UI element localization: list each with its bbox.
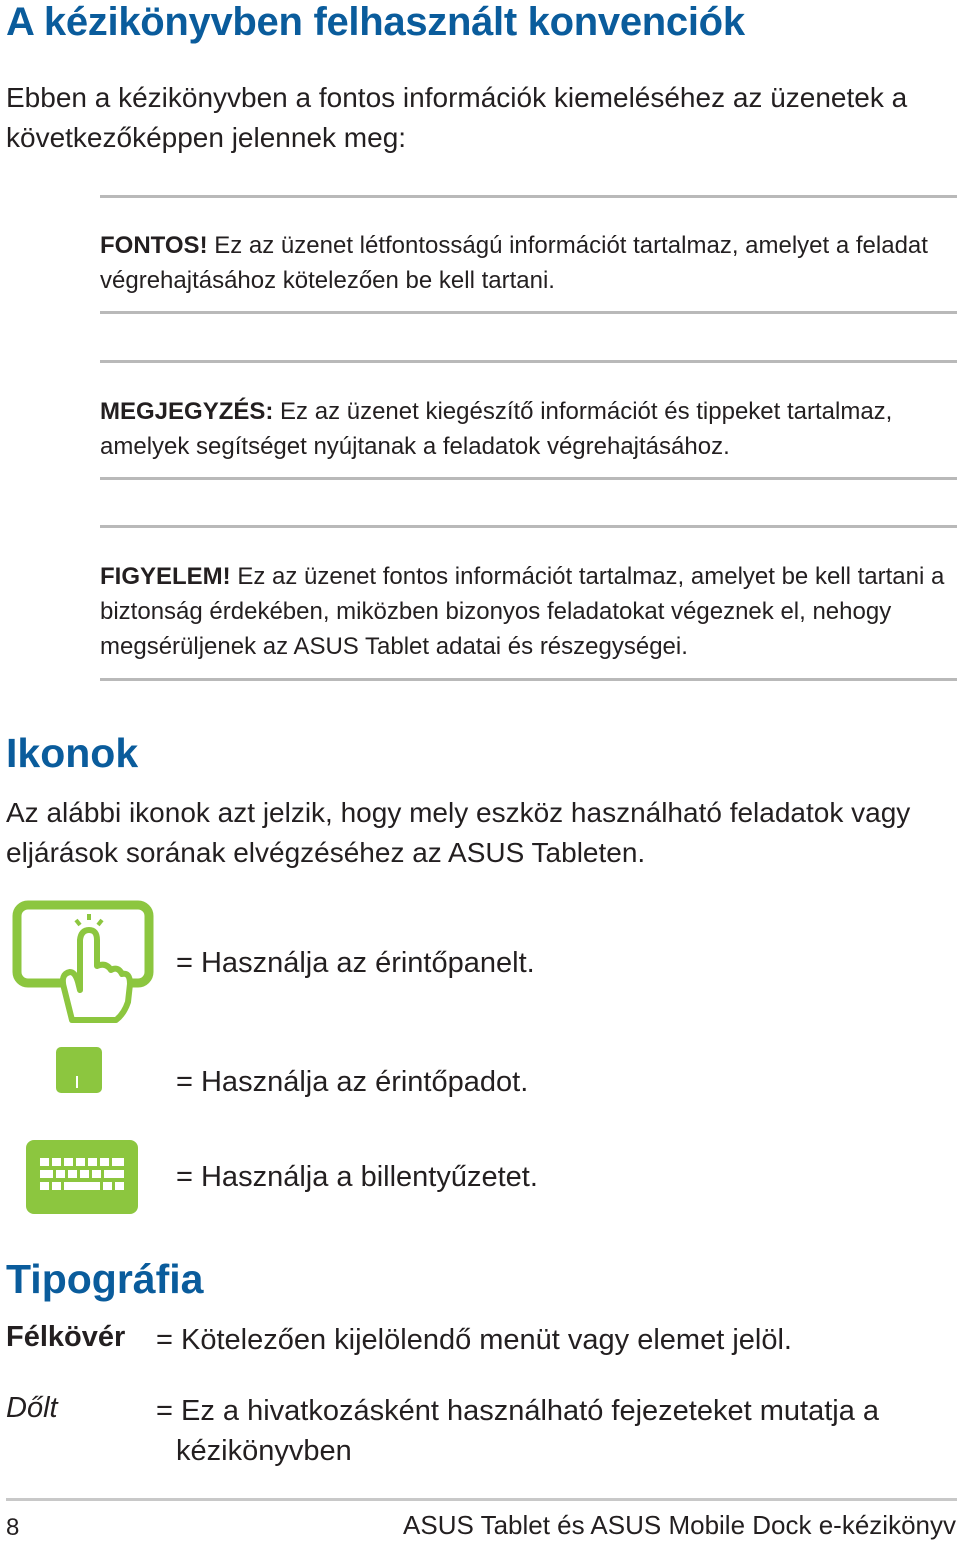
keyboard-icon — [26, 1140, 138, 1214]
note-bottom-rule — [100, 477, 957, 480]
touchpad-label: = Használja az érintőpadot. — [176, 1066, 529, 1098]
note-top-rule — [100, 360, 957, 363]
note-text: Ez az üzenet létfontosságú információt tartalmaz, amelyet a feladat végrehajtásához kötelezően be kell tartani. — [100, 232, 928, 294]
note-remark — [100, 394, 957, 464]
keyboard-label: = Használja a billentyűzetet. — [176, 1161, 538, 1193]
note-warning — [100, 559, 957, 664]
term-italic: Dőlt — [6, 1392, 58, 1424]
icons-heading: Ikonok — [6, 730, 139, 776]
note-bottom-rule — [100, 311, 957, 314]
note-label: MEGJEGYZÉS: — [100, 398, 274, 425]
footer-rule — [6, 1498, 957, 1501]
page-number: 8 — [6, 1514, 20, 1541]
typography-heading: Tipográfia — [6, 1256, 204, 1302]
term-bold: Félkövér — [6, 1321, 126, 1353]
icons-description: Az alábbi ikonok azt jelzik, hogy mely eszköz használható feladatok vagy eljárások sorának elvégzéséhez az ASUS Tableten. — [6, 797, 911, 868]
note-bottom-rule — [100, 678, 957, 681]
note-top-rule — [100, 525, 957, 528]
touch-panel-label: = Használja az érintőpanelt. — [176, 947, 535, 979]
definition-bold: = Kötelezően kijelölendő menüt vagy elemet jelöl. — [156, 1324, 792, 1356]
note-top-rule — [100, 195, 957, 198]
note-text: Ez az üzenet fontos információt tartalmaz, amelyet be kell tartani a biztonság érdekében, miközben bizonyos feladatokat végeznek el, nehogy megsérüljenek az ASUS Tablet adatai és részegységei. — [100, 563, 945, 660]
note-label: FIGYELEM! — [100, 563, 231, 590]
page-title: A kézikönyvben felhasznált konvenciók — [6, 0, 745, 44]
note-label: FONTOS! — [100, 232, 208, 259]
touch-panel-icon — [12, 900, 154, 1025]
intro-paragraph: Ebben a kézikönyvben a fontos információk kiemeléséhez az üzenetek a következőképpen jelennek meg: — [6, 82, 908, 153]
footer-title: ASUS Tablet és ASUS Mobile Dock e-kézikönyv — [403, 1510, 956, 1540]
note-text: Ez az üzenet kiegészítő információt és tippeket tartalmaz, amelyek segítséget nyújtanak a feladatok végrehajtásához. — [100, 398, 893, 460]
touchpad-icon — [55, 1046, 103, 1094]
definition-italic: = Ez a hivatkozásként használható fejezeteket mutatja a kézikönyvben — [156, 1395, 880, 1467]
note-important — [100, 228, 957, 298]
